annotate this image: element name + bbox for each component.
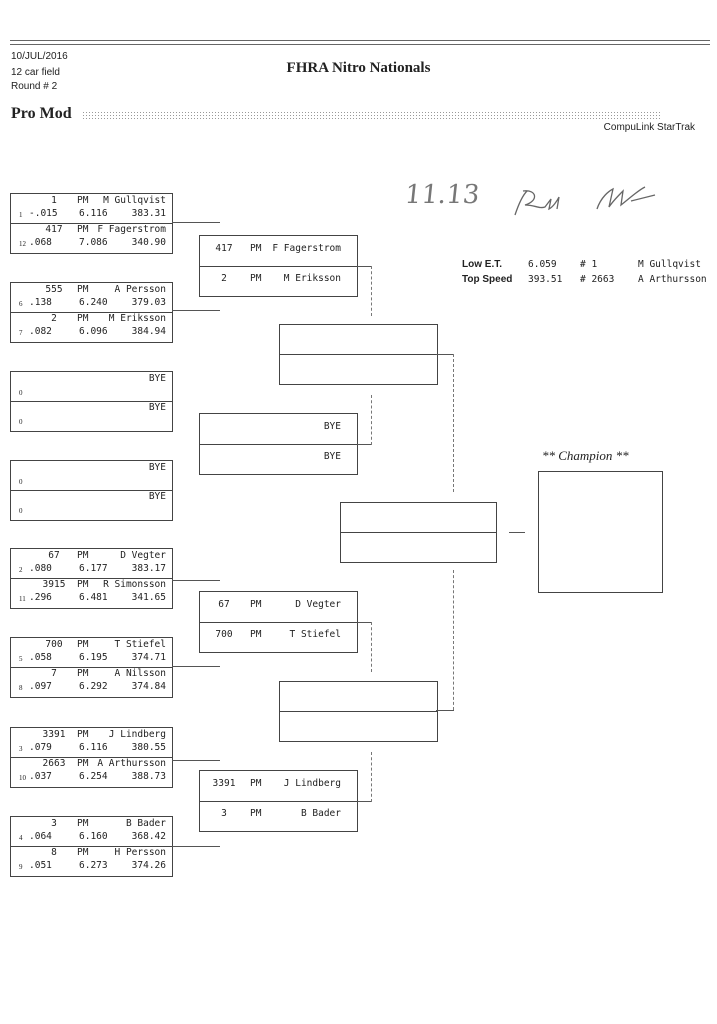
- entry-slot: [11, 283, 172, 313]
- semifinal-1-top: [280, 325, 437, 355]
- speed: 383.17: [131, 563, 166, 574]
- connector-sf-1-v: [453, 354, 454, 492]
- driver-name: F Fagerstrom: [97, 224, 166, 235]
- connector-r1-5: [172, 580, 220, 581]
- entry-slot: [11, 401, 172, 430]
- driver-name: M Eriksson: [283, 273, 341, 284]
- reaction-time: .138: [29, 297, 52, 308]
- top-speed-label: Top Speed: [462, 274, 513, 285]
- low-et-value: 6.059: [528, 259, 557, 270]
- driver-name: BYE: [323, 421, 341, 432]
- round2-matchup: [199, 235, 358, 297]
- entry-slot: [11, 638, 172, 668]
- speed: 388.73: [131, 771, 166, 782]
- car-class: PM: [250, 629, 262, 640]
- seed-number: 5: [19, 655, 23, 663]
- elapsed-time: 6.116: [79, 208, 108, 219]
- connector-sf-2: [436, 710, 454, 711]
- car-number: 417: [45, 224, 63, 235]
- car-class: PM: [77, 313, 89, 324]
- round2-matchup: [199, 413, 358, 475]
- car-class: PM: [77, 668, 89, 679]
- top-speed-driver: A Arthursson: [638, 274, 707, 285]
- handwritten-signature: [505, 185, 675, 225]
- driver-name: B Bader: [125, 818, 166, 829]
- seed-number: 7: [19, 329, 23, 337]
- low-et-label: Low E.T.: [462, 259, 502, 270]
- top-speed-value: 393.51: [528, 274, 563, 285]
- speed: 374.84: [131, 681, 166, 692]
- entry-slot: [11, 194, 172, 224]
- driver-name: A Nilsson: [114, 668, 166, 679]
- entry-slot: [11, 461, 172, 491]
- connector-r2-4-v: [371, 752, 372, 802]
- round1-matchup: [10, 816, 173, 877]
- final-top: [341, 503, 496, 533]
- semifinal-box-2: [279, 681, 438, 742]
- car-class: PM: [77, 758, 89, 769]
- car-class: PM: [250, 243, 262, 254]
- seed-number: 2: [19, 566, 23, 574]
- final-box: [340, 502, 497, 563]
- car-class: PM: [250, 808, 262, 819]
- entry-slot: [11, 490, 172, 519]
- round1-matchup: [10, 282, 173, 343]
- handwritten-note: 11.13: [403, 180, 482, 210]
- car-number: 700: [45, 639, 63, 650]
- speed: 374.26: [131, 860, 166, 871]
- car-number: 3: [51, 818, 57, 829]
- champion-label: ** Champion **: [542, 448, 629, 463]
- seed-number: 12: [19, 240, 26, 248]
- driver-name: BYE: [323, 451, 341, 462]
- low-et-car: # 1: [580, 259, 598, 270]
- seed-number: 11: [19, 595, 26, 603]
- elapsed-time: 6.292: [79, 681, 108, 692]
- round1-matchup: [10, 460, 173, 521]
- car-number: 1: [51, 195, 57, 206]
- low-et-driver: M Gullqvist: [638, 259, 701, 270]
- connector-r2-3-v: [371, 622, 372, 672]
- champion-box: [538, 471, 663, 593]
- semifinal-2-top: [280, 682, 437, 712]
- reaction-time: .079: [29, 742, 52, 753]
- speed: 380.55: [131, 742, 166, 753]
- car-number: 67: [48, 550, 60, 561]
- car-number: 2: [221, 273, 227, 284]
- car-number: 8: [51, 847, 57, 858]
- seed-number: 8: [19, 684, 23, 692]
- connector-r1-8: [172, 846, 220, 847]
- connector-r2-3: [357, 622, 371, 623]
- seed-number: 9: [19, 863, 23, 871]
- car-class: PM: [250, 599, 262, 610]
- speed: 384.94: [131, 326, 166, 337]
- connector-r1-1: [172, 222, 220, 223]
- round2-matchup: [199, 770, 358, 832]
- driver-name: D Vegter: [120, 550, 166, 561]
- semifinal-box-1: [279, 324, 438, 385]
- seed-number: 0: [19, 478, 23, 486]
- elapsed-time: 6.240: [79, 297, 108, 308]
- final-bottom: [341, 532, 496, 561]
- elapsed-time: 6.254: [79, 771, 108, 782]
- car-class: PM: [77, 729, 89, 740]
- connector-sf-1: [436, 354, 454, 355]
- car-number: 3391: [42, 729, 66, 740]
- connector-r2-2-v: [371, 395, 372, 445]
- elapsed-time: 6.177: [79, 563, 108, 574]
- round1-matchup: [10, 727, 173, 788]
- dotted-rule: [82, 111, 662, 119]
- driver-name: D Vegter: [295, 599, 341, 610]
- reaction-time: .051: [29, 860, 52, 871]
- round1-matchup: [10, 548, 173, 609]
- driver-name: J Lindberg: [108, 729, 166, 740]
- speed: 383.31: [131, 208, 166, 219]
- reaction-time: .082: [29, 326, 52, 337]
- round1-matchup: [10, 193, 173, 254]
- connector-r1-6: [172, 666, 220, 667]
- reaction-time: .296: [29, 592, 52, 603]
- round1-matchup: [10, 637, 173, 698]
- reaction-time: -.015: [29, 208, 58, 219]
- driver-name: T Stiefel: [289, 629, 341, 640]
- seed-number: 10: [19, 774, 26, 782]
- top-speed-car: # 2663: [580, 274, 615, 285]
- seed-number: 6: [19, 300, 23, 308]
- driver-name: B Bader: [300, 808, 341, 819]
- connector-sf-2-v: [453, 570, 454, 710]
- car-number: 7: [51, 668, 57, 679]
- driver-name: T Stiefel: [114, 639, 166, 650]
- round1-matchup: [10, 371, 173, 432]
- driver-name: M Gullqvist: [103, 195, 166, 206]
- reaction-time: .068: [29, 237, 52, 248]
- entry-slot: [11, 372, 172, 402]
- entry-slot: [200, 622, 357, 652]
- elapsed-time: 6.195: [79, 652, 108, 663]
- car-class: PM: [77, 195, 89, 206]
- driver-name: M Eriksson: [108, 313, 166, 324]
- reaction-time: .080: [29, 563, 52, 574]
- car-class: PM: [77, 639, 89, 650]
- elapsed-time: 6.096: [79, 326, 108, 337]
- elapsed-time: 6.116: [79, 742, 108, 753]
- entry-slot: [200, 771, 357, 802]
- entry-slot: [200, 266, 357, 296]
- entry-slot: [11, 667, 172, 696]
- driver-name: BYE: [148, 402, 166, 413]
- car-class: PM: [77, 847, 89, 858]
- elapsed-time: 6.481: [79, 592, 108, 603]
- seed-number: 3: [19, 745, 23, 753]
- driver-name: A Persson: [114, 284, 166, 295]
- driver-name: BYE: [148, 491, 166, 502]
- connector-r2-4: [357, 801, 371, 802]
- entry-slot: [11, 817, 172, 847]
- driver-name: BYE: [148, 462, 166, 473]
- reaction-time: .064: [29, 831, 52, 842]
- speed: 379.03: [131, 297, 166, 308]
- car-number: 417: [215, 243, 233, 254]
- event-title: FHRA Nitro Nationals: [286, 60, 431, 76]
- entry-slot: [11, 578, 172, 607]
- driver-name: A Arthursson: [97, 758, 166, 769]
- seed-number: 0: [19, 389, 23, 397]
- car-number: 3915: [42, 579, 66, 590]
- header-rule-bottom: [10, 44, 710, 45]
- connector-r2-2: [357, 444, 371, 445]
- elapsed-time: 6.160: [79, 831, 108, 842]
- car-number: 67: [218, 599, 230, 610]
- event-date: 10/JUL/2016: [11, 51, 68, 62]
- connector-r2-1-v: [371, 266, 372, 316]
- header-rule-top: [10, 40, 710, 41]
- car-class: PM: [77, 550, 89, 561]
- entry-slot: [11, 223, 172, 252]
- car-class: PM: [77, 224, 89, 235]
- speed: 374.71: [131, 652, 166, 663]
- connector-final: [509, 532, 525, 533]
- class-name: Pro Mod: [11, 105, 72, 122]
- elapsed-time: 6.273: [79, 860, 108, 871]
- car-class: PM: [77, 284, 89, 295]
- entry-slot: [11, 757, 172, 786]
- seed-number: 0: [19, 418, 23, 426]
- driver-name: R Simonsson: [103, 579, 166, 590]
- round-number: Round # 2: [11, 81, 58, 92]
- car-number: 555: [45, 284, 63, 295]
- car-number: 700: [215, 629, 233, 640]
- connector-r1-7: [172, 760, 220, 761]
- software-credit: CompuLink StarTrak: [603, 122, 695, 133]
- driver-name: F Fagerstrom: [272, 243, 341, 254]
- car-number: 2663: [42, 758, 66, 769]
- field-size: 12 car field: [11, 67, 60, 78]
- entry-slot: [11, 312, 172, 341]
- semifinal-1-bottom: [280, 354, 437, 383]
- reaction-time: .037: [29, 771, 52, 782]
- driver-name: J Lindberg: [283, 778, 341, 789]
- elapsed-time: 7.086: [79, 237, 108, 248]
- car-class: PM: [250, 273, 262, 284]
- entry-slot: [11, 846, 172, 875]
- entry-slot: [200, 592, 357, 623]
- car-number: 3: [221, 808, 227, 819]
- car-class: PM: [77, 818, 89, 829]
- entry-slot: [11, 728, 172, 758]
- connector-r1-2: [172, 310, 220, 311]
- car-number: 2: [51, 313, 57, 324]
- driver-name: H Persson: [114, 847, 166, 858]
- entry-slot: [200, 444, 357, 474]
- reaction-time: .097: [29, 681, 52, 692]
- speed: 341.65: [131, 592, 166, 603]
- car-number: 3391: [212, 778, 236, 789]
- entry-slot: [200, 236, 357, 267]
- semifinal-2-bottom: [280, 711, 437, 740]
- connector-r2-1: [357, 266, 371, 267]
- reaction-time: .058: [29, 652, 52, 663]
- car-class: PM: [250, 778, 262, 789]
- round2-matchup: [199, 591, 358, 653]
- driver-name: BYE: [148, 373, 166, 384]
- speed: 340.90: [131, 237, 166, 248]
- seed-number: 4: [19, 834, 23, 842]
- car-class: PM: [77, 579, 89, 590]
- entry-slot: [200, 414, 357, 445]
- seed-number: 1: [19, 211, 23, 219]
- speed: 368.42: [131, 831, 166, 842]
- entry-slot: [11, 549, 172, 579]
- seed-number: 0: [19, 507, 23, 515]
- entry-slot: [200, 801, 357, 831]
